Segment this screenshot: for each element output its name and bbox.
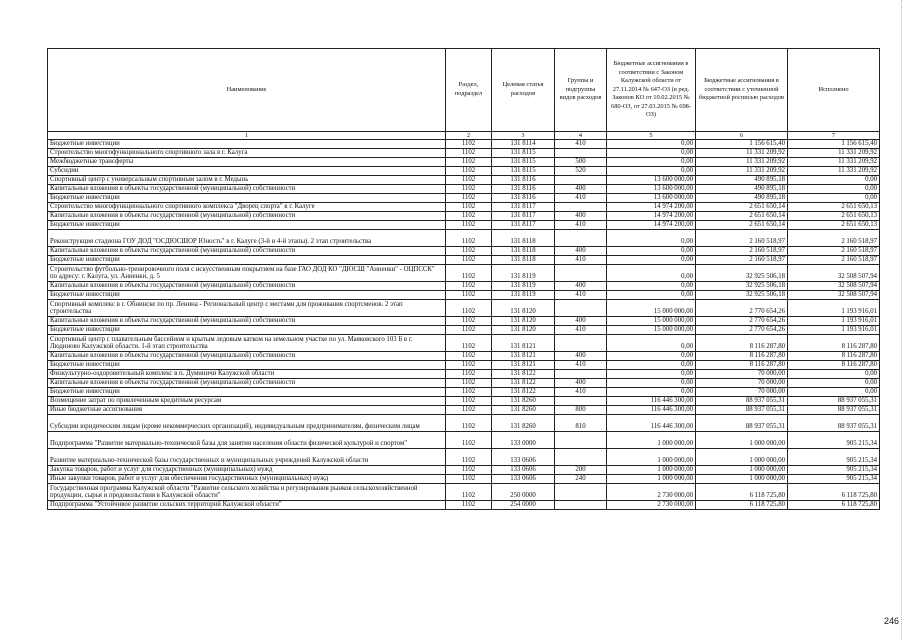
row-section: 1102 — [446, 484, 492, 501]
row-allocation-law: 0,00 — [607, 149, 696, 158]
row-allocation-list: 70 000,00 — [696, 379, 788, 388]
table-row — [48, 501, 880, 510]
header-allocations-law: Бюджетные ассигнования в соответствии с Законом Калужской области от 27.11.2014 № 647-ОЗ (в ред. Законов КО от 10.02.2015 № 680-ОЗ, от 27.03.2015 № 698-ОЗ) — [607, 49, 696, 132]
row-allocation-law: 15 000 000,00 — [607, 326, 696, 335]
table-row — [48, 317, 880, 326]
table-row — [48, 185, 880, 194]
row-allocation-list: 8 116 287,80 — [696, 361, 788, 370]
row-allocation-list: 490 895,18 — [696, 185, 788, 194]
table-row — [48, 140, 880, 149]
row-allocation-law: 0,00 — [607, 247, 696, 256]
row-allocation-list: 8 116 287,80 — [696, 335, 788, 352]
row-target: 131 8122 — [492, 379, 555, 388]
row-group: 400 — [555, 379, 607, 388]
row-section: 1102 — [446, 203, 492, 212]
row-target: 131 8122 — [492, 370, 555, 379]
row-target: 131 8117 — [492, 203, 555, 212]
row-allocation-law: 0,00 — [607, 230, 696, 247]
row-group: 410 — [555, 256, 607, 265]
row-allocation-law: 116 446 300,00 — [607, 415, 696, 432]
row-group: 400 — [555, 212, 607, 221]
row-group: 500 — [555, 158, 607, 167]
row-execution: 2 160 518,97 — [788, 230, 880, 247]
row-target: 131 8117 — [492, 221, 555, 230]
row-name: Межбюджетные трансферты — [48, 158, 446, 167]
row-section: 1102 — [446, 300, 492, 317]
row-execution: 32 508 507,94 — [788, 291, 880, 300]
row-group: 800 — [555, 406, 607, 415]
row-execution: 6 118 725,80 — [788, 501, 880, 510]
table-row — [48, 212, 880, 221]
row-allocation-list: 2 651 650,14 — [696, 203, 788, 212]
row-allocation-list: 2 651 650,14 — [696, 212, 788, 221]
row-name: Строительство многофункционального спортивного зала в г. Калуга — [48, 149, 446, 158]
row-section: 1102 — [446, 317, 492, 326]
row-name: Строительство многофункционального спортивного комплекса "Дворец спорта" в г. Калуге — [48, 203, 446, 212]
row-name: Закупка товаров, работ и услуг для государственных (муниципальных) нужд — [48, 466, 446, 475]
row-allocation-list: 70 000,00 — [696, 370, 788, 379]
row-name: Бюджетные инвестиции — [48, 140, 446, 149]
row-allocation-law: 14 974 200,00 — [607, 212, 696, 221]
row-execution: 905 215,34 — [788, 449, 880, 466]
row-name: Капитальные вложения в объекты государственной (муниципальной) собственности — [48, 352, 446, 361]
row-section: 1102 — [446, 221, 492, 230]
column-number: 3 — [492, 132, 555, 140]
row-allocation-law: 0,00 — [607, 167, 696, 176]
row-group — [555, 265, 607, 282]
row-execution: 88 937 055,31 — [788, 406, 880, 415]
row-name: Бюджетные инвестиции — [48, 326, 446, 335]
row-group — [555, 300, 607, 317]
row-section: 1102 — [446, 352, 492, 361]
row-allocation-list: 2 160 518,97 — [696, 230, 788, 247]
row-allocation-list: 32 925 506,18 — [696, 291, 788, 300]
row-execution: 8 116 287,80 — [788, 361, 880, 370]
row-execution: 1 193 916,01 — [788, 317, 880, 326]
row-group: 410 — [555, 326, 607, 335]
row-execution: 32 508 507,94 — [788, 265, 880, 282]
row-allocation-list: 88 937 055,31 — [696, 406, 788, 415]
row-target: 133 0606 — [492, 475, 555, 484]
row-group: 520 — [555, 167, 607, 176]
row-section: 1102 — [446, 388, 492, 397]
row-name: Субсидии — [48, 167, 446, 176]
row-name: Иные закупки товаров, работ и услуг для обеспечения государственных (муниципальных) нужд — [48, 475, 446, 484]
row-allocation-law: 0,00 — [607, 282, 696, 291]
row-execution: 0,00 — [788, 176, 880, 185]
row-group — [555, 397, 607, 406]
row-group — [555, 203, 607, 212]
budget-table — [47, 48, 880, 510]
table-row — [48, 230, 880, 247]
header-name: Наименование — [48, 49, 446, 132]
table-row — [48, 475, 880, 484]
table-row — [48, 361, 880, 370]
row-name: Иные бюджетные ассигнования — [48, 406, 446, 415]
row-name: Реконструкция стадиона ГОУ ДОД "ОСДЮСШОР Юность" в г. Калуге (3-й и 4-й этапы). 2 этап строительства — [48, 230, 446, 247]
table-row — [48, 291, 880, 300]
row-name: Спортивный центр с плавательным бассейном и крытым ледовым катком на земельном участке по ул. Маяковского 103 Б в г. Людиново Калужской области. 1-й этап строительства — [48, 335, 446, 352]
row-target: 131 8115 — [492, 158, 555, 167]
row-group: 400 — [555, 282, 607, 291]
row-section: 1102 — [446, 140, 492, 149]
row-allocation-law: 2 730 000,00 — [607, 484, 696, 501]
row-section: 1102 — [446, 415, 492, 432]
row-name: Строительство футбольно-тренировочного поля с искусственным покрытием на базе ГАО ДОД КО "ДЮСШ "Анненки" - ОЦПССК" по адресу: г. Калуга, ул. Анненки, д. 5 — [48, 265, 446, 282]
row-allocation-law: 2 730 000,00 — [607, 501, 696, 510]
row-allocation-law: 0,00 — [607, 291, 696, 300]
row-target: 250 0000 — [492, 484, 555, 501]
row-allocation-list: 2 160 518,97 — [696, 256, 788, 265]
row-allocation-list: 6 118 725,80 — [696, 484, 788, 501]
row-allocation-list: 2 770 654,26 — [696, 300, 788, 317]
row-execution: 0,00 — [788, 194, 880, 203]
row-allocation-list: 490 895,18 — [696, 176, 788, 185]
row-allocation-list: 88 937 055,31 — [696, 397, 788, 406]
table-body — [48, 140, 880, 510]
row-name: Капитальные вложения в объекты государственной (муниципальной) собственности — [48, 317, 446, 326]
row-allocation-list: 1 000 000,00 — [696, 432, 788, 449]
row-allocation-list: 1 000 000,00 — [696, 466, 788, 475]
row-target: 131 8118 — [492, 256, 555, 265]
row-section: 1102 — [446, 282, 492, 291]
row-group: 410 — [555, 194, 607, 203]
row-allocation-law: 15 000 000,00 — [607, 300, 696, 317]
row-allocation-law: 1 000 000,00 — [607, 466, 696, 475]
row-section: 1102 — [446, 176, 492, 185]
row-section: 1102 — [446, 265, 492, 282]
row-target: 131 8119 — [492, 291, 555, 300]
row-group — [555, 230, 607, 247]
row-name: Капитальные вложения в объекты государственной (муниципальной) собственности — [48, 247, 446, 256]
table-row — [48, 484, 880, 501]
row-allocation-law: 0,00 — [607, 335, 696, 352]
row-allocation-list: 6 118 725,80 — [696, 501, 788, 510]
table-row — [48, 326, 880, 335]
header-execution: Исполнено — [788, 49, 880, 132]
row-allocation-law: 1 000 000,00 — [607, 432, 696, 449]
row-group: 240 — [555, 475, 607, 484]
row-section: 1102 — [446, 475, 492, 484]
row-target: 131 8260 — [492, 406, 555, 415]
row-name: Развитие материально-технической базы государственных и муниципальных учреждений Калужской области — [48, 449, 446, 466]
row-section: 1102 — [446, 379, 492, 388]
row-target: 131 8120 — [492, 326, 555, 335]
column-number: 1 — [48, 132, 446, 140]
row-target: 131 8260 — [492, 397, 555, 406]
table-row — [48, 397, 880, 406]
row-name: Бюджетные инвестиции — [48, 388, 446, 397]
row-target: 131 8116 — [492, 176, 555, 185]
column-number: 4 — [555, 132, 607, 140]
row-name: Капитальные вложения в объекты государственной (муниципальной) собственности — [48, 379, 446, 388]
table-row — [48, 388, 880, 397]
row-section: 1102 — [446, 194, 492, 203]
row-execution: 8 116 287,80 — [788, 352, 880, 361]
row-allocation-law: 0,00 — [607, 370, 696, 379]
row-group — [555, 370, 607, 379]
row-allocation-list: 1 000 000,00 — [696, 449, 788, 466]
row-allocation-list: 2 160 518,97 — [696, 247, 788, 256]
row-name: Капитальные вложения в объекты государственной (муниципальной) собственности — [48, 185, 446, 194]
table-row — [48, 265, 880, 282]
table-row — [48, 167, 880, 176]
row-name: Возмещение затрат по привлеченным кредитным ресурсам — [48, 397, 446, 406]
table-row — [48, 449, 880, 466]
row-name: Спортивный центр с универсальным спортивным залом в г. Медынь — [48, 176, 446, 185]
table-row — [48, 282, 880, 291]
row-name: Бюджетные инвестиции — [48, 291, 446, 300]
row-allocation-law: 0,00 — [607, 379, 696, 388]
table-row — [48, 176, 880, 185]
row-section: 1102 — [446, 158, 492, 167]
row-group: 400 — [555, 247, 607, 256]
row-section: 1102 — [446, 247, 492, 256]
row-section: 1102 — [446, 256, 492, 265]
row-group: 410 — [555, 361, 607, 370]
row-section: 1102 — [446, 149, 492, 158]
column-number: 5 — [607, 132, 696, 140]
page-number: 246 — [883, 616, 899, 626]
header-allocations-list: Бюджетные ассигнования в соответствии с уточненной бюджетной росписью расходов — [696, 49, 788, 132]
row-allocation-list: 11 331 209,92 — [696, 149, 788, 158]
row-section: 1102 — [446, 185, 492, 194]
row-target: 131 8114 — [492, 140, 555, 149]
row-execution: 905 215,34 — [788, 475, 880, 484]
row-target: 131 8116 — [492, 185, 555, 194]
column-number: 2 — [446, 132, 492, 140]
header-target: Целевая статья расходов — [492, 49, 555, 132]
row-group: 200 — [555, 466, 607, 475]
row-allocation-law: 116 446 300,00 — [607, 397, 696, 406]
row-allocation-law: 13 600 000,00 — [607, 176, 696, 185]
row-name: Капитальные вложения в объекты государственной (муниципальной) собственности — [48, 282, 446, 291]
header-section: Раздел, подраздел — [446, 49, 492, 132]
row-allocation-list: 2 770 654,26 — [696, 317, 788, 326]
table-row — [48, 379, 880, 388]
row-execution: 32 508 507,94 — [788, 282, 880, 291]
row-section: 1102 — [446, 397, 492, 406]
table-row — [48, 352, 880, 361]
row-name: Физкультурно-оздоровительный комплекс в п. Думиничи Калужской области — [48, 370, 446, 379]
table-row — [48, 194, 880, 203]
row-allocation-law: 13 600 000,00 — [607, 194, 696, 203]
table-row — [48, 335, 880, 352]
row-execution: 2 651 650,13 — [788, 203, 880, 212]
table-row — [48, 300, 880, 317]
row-allocation-law: 0,00 — [607, 352, 696, 361]
row-section: 1102 — [446, 370, 492, 379]
row-execution: 6 118 725,80 — [788, 484, 880, 501]
row-allocation-law: 116 446 300,00 — [607, 406, 696, 415]
row-allocation-law: 0,00 — [607, 361, 696, 370]
row-section: 1102 — [446, 212, 492, 221]
row-target: 131 8260 — [492, 415, 555, 432]
row-group: 410 — [555, 291, 607, 300]
scan-edge-line — [901, 0, 902, 640]
row-allocation-list: 2 651 650,14 — [696, 221, 788, 230]
row-group: 410 — [555, 388, 607, 397]
row-target: 131 8118 — [492, 230, 555, 247]
row-group — [555, 176, 607, 185]
row-allocation-list: 2 770 654,26 — [696, 326, 788, 335]
row-group — [555, 335, 607, 352]
row-allocation-law: 1 000 000,00 — [607, 475, 696, 484]
row-section: 1102 — [446, 406, 492, 415]
row-allocation-law: 14 974 200,00 — [607, 203, 696, 212]
row-allocation-list: 1 156 615,40 — [696, 140, 788, 149]
table-row — [48, 149, 880, 158]
row-allocation-law: 0,00 — [607, 265, 696, 282]
table-row — [48, 370, 880, 379]
row-target: 254 0000 — [492, 501, 555, 510]
row-execution: 0,00 — [788, 370, 880, 379]
row-group — [555, 149, 607, 158]
row-target: 131 8119 — [492, 265, 555, 282]
row-name: Бюджетные инвестиции — [48, 194, 446, 203]
row-group: 400 — [555, 317, 607, 326]
row-execution: 11 331 209,92 — [788, 167, 880, 176]
row-execution: 2 160 518,97 — [788, 256, 880, 265]
row-section: 1102 — [446, 230, 492, 247]
row-allocation-list: 8 116 287,80 — [696, 352, 788, 361]
row-section: 1102 — [446, 291, 492, 300]
row-allocation-law: 0,00 — [607, 140, 696, 149]
row-name: Субсидии юридическим лицам (кроме некоммерческих организаций), индивидуальным предпринимателям, физическим лицам — [48, 415, 446, 432]
table-header — [48, 49, 880, 140]
row-section: 1102 — [446, 466, 492, 475]
row-target: 131 8122 — [492, 388, 555, 397]
row-execution: 1 193 916,01 — [788, 326, 880, 335]
row-execution: 11 331 209,92 — [788, 158, 880, 167]
row-allocation-law: 0,00 — [607, 158, 696, 167]
row-execution: 1 156 615,40 — [788, 140, 880, 149]
row-target: 131 8115 — [492, 149, 555, 158]
row-group: 410 — [555, 140, 607, 149]
row-target: 131 8118 — [492, 247, 555, 256]
row-execution: 2 651 650,13 — [788, 221, 880, 230]
row-name: Бюджетные инвестиции — [48, 361, 446, 370]
row-execution: 0,00 — [788, 388, 880, 397]
row-execution: 1 193 916,01 — [788, 300, 880, 317]
row-allocation-list: 32 925 506,18 — [696, 282, 788, 291]
table-row — [48, 415, 880, 432]
row-section: 1102 — [446, 326, 492, 335]
row-target: 133 0000 — [492, 432, 555, 449]
row-execution: 0,00 — [788, 379, 880, 388]
row-name: Бюджетные инвестиции — [48, 221, 446, 230]
header-groups: Группы и подгруппы видов расходов — [555, 49, 607, 132]
row-section: 1102 — [446, 167, 492, 176]
row-target: 131 8121 — [492, 335, 555, 352]
row-group: 400 — [555, 185, 607, 194]
row-target: 131 8117 — [492, 212, 555, 221]
row-execution: 8 116 287,80 — [788, 335, 880, 352]
table-row — [48, 256, 880, 265]
row-section: 1102 — [446, 501, 492, 510]
row-allocation-list: 1 000 000,00 — [696, 475, 788, 484]
column-number: 6 — [696, 132, 788, 140]
row-allocation-list: 88 937 055,31 — [696, 415, 788, 432]
row-target: 133 0606 — [492, 466, 555, 475]
row-group: 400 — [555, 352, 607, 361]
row-allocation-law: 1 000 000,00 — [607, 449, 696, 466]
row-target: 131 8115 — [492, 167, 555, 176]
row-allocation-list: 70 000,00 — [696, 388, 788, 397]
row-execution: 905 215,34 — [788, 466, 880, 475]
row-name: Государственная программа Калужской области "Развитие сельского хозяйства и регулирования рынков сельскохозяйственной продукции, сырья и продовольствия в Калужской области" — [48, 484, 446, 501]
row-group: 810 — [555, 415, 607, 432]
row-execution: 2 160 518,97 — [788, 247, 880, 256]
table-row — [48, 432, 880, 449]
row-allocation-list: 32 925 506,18 — [696, 265, 788, 282]
row-allocation-law: 14 974 200,00 — [607, 221, 696, 230]
row-target: 131 8116 — [492, 194, 555, 203]
row-group — [555, 484, 607, 501]
row-section: 1102 — [446, 361, 492, 370]
row-group — [555, 501, 607, 510]
row-allocation-law: 0,00 — [607, 388, 696, 397]
row-name: Подпрограмма "Устойчивое развитие сельских территорий Калужской области" — [48, 501, 446, 510]
column-number: 7 — [788, 132, 880, 140]
row-target: 131 8120 — [492, 300, 555, 317]
table-row — [48, 203, 880, 212]
column-number-row — [48, 132, 880, 140]
row-name: Спортивный комплекс в г. Обнинске по пр. Ленина - Региональный центр с местами для проживания спортсменов. 2 этап строительства — [48, 300, 446, 317]
row-execution: 11 331 209,92 — [788, 149, 880, 158]
row-section: 1102 — [446, 449, 492, 466]
row-execution: 905 215,34 — [788, 432, 880, 449]
row-target: 133 0606 — [492, 449, 555, 466]
row-execution: 2 651 650,13 — [788, 212, 880, 221]
row-allocation-list: 11 331 209,92 — [696, 167, 788, 176]
row-group — [555, 432, 607, 449]
table-row — [48, 247, 880, 256]
row-allocation-law: 13 600 000,00 — [607, 185, 696, 194]
row-target: 131 8120 — [492, 317, 555, 326]
row-group: 410 — [555, 221, 607, 230]
row-name: Подпрограмма "Развитие материально-технической базы для занятия населения области физической культурой и спортом" — [48, 432, 446, 449]
row-execution: 0,00 — [788, 185, 880, 194]
row-allocation-law: 15 000 000,00 — [607, 317, 696, 326]
row-section: 1102 — [446, 432, 492, 449]
row-group — [555, 449, 607, 466]
row-section: 1102 — [446, 335, 492, 352]
row-name: Капитальные вложения в объекты государственной (муниципальной) собственности — [48, 212, 446, 221]
row-target: 131 8119 — [492, 282, 555, 291]
table-row — [48, 158, 880, 167]
row-allocation-law: 0,00 — [607, 256, 696, 265]
row-name: Бюджетные инвестиции — [48, 256, 446, 265]
table-row — [48, 406, 880, 415]
row-execution: 88 937 055,31 — [788, 415, 880, 432]
row-allocation-list: 11 331 209,92 — [696, 158, 788, 167]
table-row — [48, 221, 880, 230]
row-target: 131 8121 — [492, 352, 555, 361]
row-execution: 88 937 055,31 — [788, 397, 880, 406]
table-row — [48, 466, 880, 475]
row-allocation-list: 490 895,18 — [696, 194, 788, 203]
row-target: 131 8121 — [492, 361, 555, 370]
